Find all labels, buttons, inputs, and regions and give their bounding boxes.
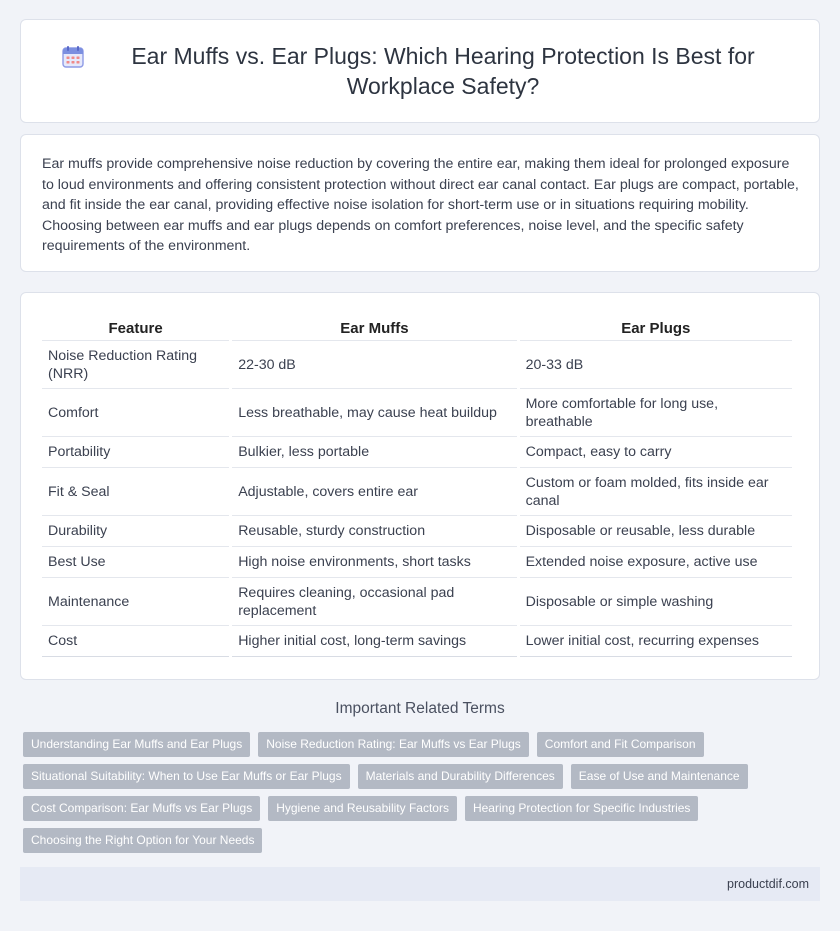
- table-row: [42, 516, 792, 547]
- comparison-table-card: [20, 292, 820, 680]
- ear-muffs-cell: Higher initial cost, long-term savings: [232, 626, 516, 657]
- ear-muffs-cell: High noise environments, short tasks: [232, 547, 516, 578]
- calendar-icon: [61, 45, 85, 69]
- table-row: [42, 626, 792, 657]
- header-ear-muffs: Ear Muffs: [232, 313, 516, 341]
- related-term-tag[interactable]: Cost Comparison: Ear Muffs vs Ear Plugs: [23, 796, 260, 821]
- ear-plugs-cell: Compact, easy to carry: [520, 437, 792, 468]
- ear-plugs-cell: Lower initial cost, recurring expenses: [520, 626, 792, 657]
- feature-cell: Maintenance: [42, 578, 229, 626]
- feature-cell: Comfort: [42, 389, 229, 437]
- page-title: Ear Muffs vs. Ear Plugs: Which Hearing Protection Is Best for Workplace Safety?: [131, 43, 755, 99]
- related-term-tag[interactable]: Materials and Durability Differences: [358, 764, 563, 789]
- related-term-tag[interactable]: Hygiene and Reusability Factors: [268, 796, 457, 821]
- header-ear-plugs: Ear Plugs: [520, 313, 792, 341]
- table-row: [42, 437, 792, 468]
- header-card: [20, 19, 820, 123]
- header-feature: Feature: [42, 313, 229, 341]
- ear-plugs-cell: Disposable or simple washing: [520, 578, 792, 626]
- related-term-tag[interactable]: Situational Suitability: When to Use Ear Muffs or Ear Plugs: [23, 764, 350, 789]
- table-row: [42, 389, 792, 437]
- related-term-tag[interactable]: Choosing the Right Option for Your Needs: [23, 828, 262, 853]
- comparison-table: [39, 313, 795, 657]
- feature-cell: Portability: [42, 437, 229, 468]
- table-row: [42, 341, 792, 389]
- table-row: [42, 578, 792, 626]
- related-term-tag[interactable]: Ease of Use and Maintenance: [571, 764, 748, 789]
- summary-card: [20, 134, 820, 272]
- table-row: [42, 468, 792, 516]
- feature-cell: Best Use: [42, 547, 229, 578]
- ear-plugs-cell: More comfortable for long use, breathable: [520, 389, 792, 437]
- ear-muffs-cell: Bulkier, less portable: [232, 437, 516, 468]
- related-term-tag[interactable]: Hearing Protection for Specific Industries: [465, 796, 698, 821]
- footer-site-link[interactable]: productdif.com: [727, 877, 809, 891]
- related-terms-heading: Important Related Terms: [335, 700, 505, 717]
- ear-plugs-cell: Extended noise exposure, active use: [520, 547, 792, 578]
- ear-muffs-cell: Less breathable, may cause heat buildup: [232, 389, 516, 437]
- related-term-tag[interactable]: Understanding Ear Muffs and Ear Plugs: [23, 732, 250, 757]
- ear-plugs-cell: Custom or foam molded, fits inside ear canal: [520, 468, 792, 516]
- ear-muffs-cell: Adjustable, covers entire ear: [232, 468, 516, 516]
- footer: [20, 867, 820, 901]
- ear-plugs-cell: 20-33 dB: [520, 341, 792, 389]
- table-row: [42, 547, 792, 578]
- table-header-row: [42, 313, 792, 341]
- ear-muffs-cell: Requires cleaning, occasional pad replacement: [232, 578, 516, 626]
- related-term-tag[interactable]: Comfort and Fit Comparison: [537, 732, 704, 757]
- ear-plugs-cell: Disposable or reusable, less durable: [520, 516, 792, 547]
- ear-muffs-cell: 22-30 dB: [232, 341, 516, 389]
- summary-paragraph: Ear muffs provide comprehensive noise reduction by covering the entire ear, making them ideal for prolonged exposure to loud environments and offering consistent protection without direct ear canal contact. Ear plugs are compact, portable, and fit inside the ear canal, providing effective noise isolation for short-term use or in situations requiring mobility. Choosing between ear muffs and ear plugs depends on comfort preferences, noise level, and the specific safety requirements of the environment.: [42, 156, 799, 254]
- feature-cell: Cost: [42, 626, 229, 657]
- related-term-tag[interactable]: Noise Reduction Rating: Ear Muffs vs Ear Plugs: [258, 732, 529, 757]
- feature-cell: Fit & Seal: [42, 468, 229, 516]
- feature-cell: Noise Reduction Rating (NRR): [42, 341, 229, 389]
- feature-cell: Durability: [42, 516, 229, 547]
- related-terms-list: [23, 732, 823, 860]
- ear-muffs-cell: Reusable, sturdy construction: [232, 516, 516, 547]
